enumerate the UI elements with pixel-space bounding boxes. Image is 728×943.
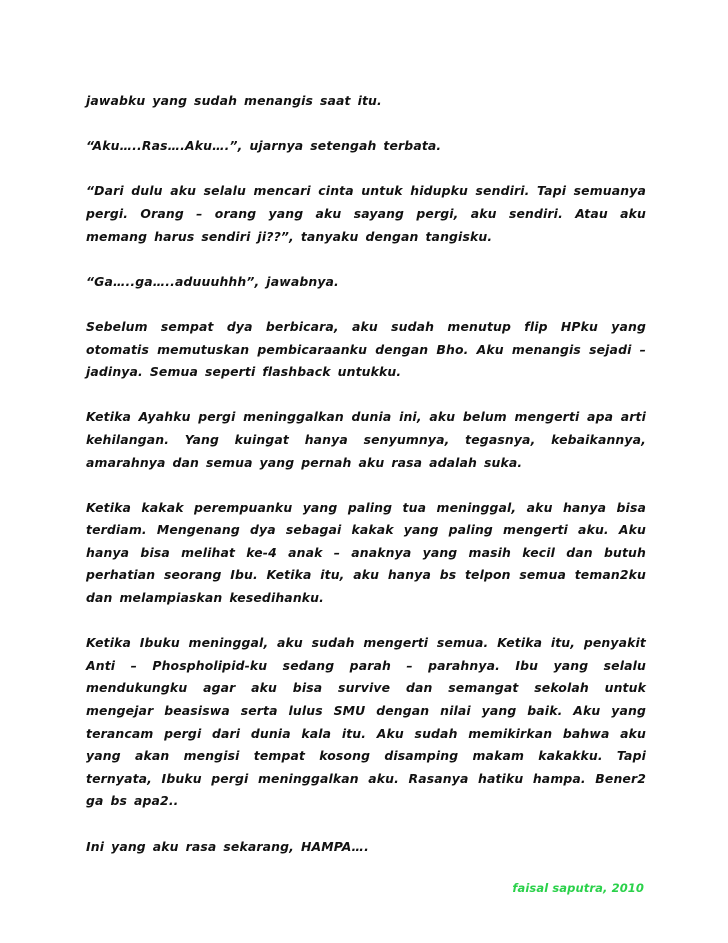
paragraph: “Aku…..Ras….Aku….”, ujarnya setengah terbata. — [86, 138, 442, 154]
paragraph: “Ga…..ga…..aduuuhhh”, jawabnya. — [86, 273, 339, 289]
author-signature: faisal saputra, 2010 — [512, 881, 644, 895]
paragraph: Ketika Ayahku pergi meninggalkan dunia ini, aku belum mengerti apa arti kehilangan. Yang kuingat hanya senyumnya, tegasnya, kebaikannya, amarahnya dan semua yang pernah aku rasa adalah suka. — [86, 409, 646, 470]
paragraph: Ketika Ibuku meninggal, aku sudah mengerti semua. Ketika itu, penyakit Anti – Phospholipid-ku sedang parah – parahnya. Ibu yang selalu mendukungku agar aku bisa survive dan semangat sekolah untuk mengejar beasiswa serta lulus SMU dengan nilai yang baik. Aku yang terancam pergi dari dunia kala itu. Aku sudah memikirkan bahwa aku yang akan mengisi tempat kosong disamping makam kakakku. Tapi ternyata, Ibuku pergi meninggalkan aku. Rasanya hatiku hampa. Bener2 ga bs apa2.. — [86, 635, 646, 809]
paragraph: Ini yang aku rasa sekarang, HAMPA…. — [86, 838, 369, 854]
paragraph: Ketika kakak perempuanku yang paling tua meninggal, aku hanya bisa terdiam. Mengenang dya sebagai kakak yang paling mengerti aku. Aku hanya bisa melihat ke-4 anak – anaknya yang masih kecil dan butuh perhatian seorang Ibu. Ketika itu, aku hanya bs telpon semua teman2ku dan melampiaskan kesedihanku. — [86, 499, 646, 606]
document-body — [86, 90, 646, 858]
paragraph: jawabku yang sudah menangis saat itu. — [86, 93, 382, 108]
paragraph: Sebelum sempat dya berbicara, aku sudah menutup flip HPku yang otomatis memutuskan pembicaraanku dengan Bho. Aku menangis sejadi – jadinya. Semua seperti flashback untukku. — [86, 318, 646, 380]
paragraph: “Dari dulu aku selalu mencari cinta untuk hidupku sendiri. Tapi semuanya pergi. Orang – orang yang aku sayang pergi, aku sendiri. Atau aku memang harus sendiri ji??”, tanyaku dengan tangisku. — [86, 183, 646, 244]
